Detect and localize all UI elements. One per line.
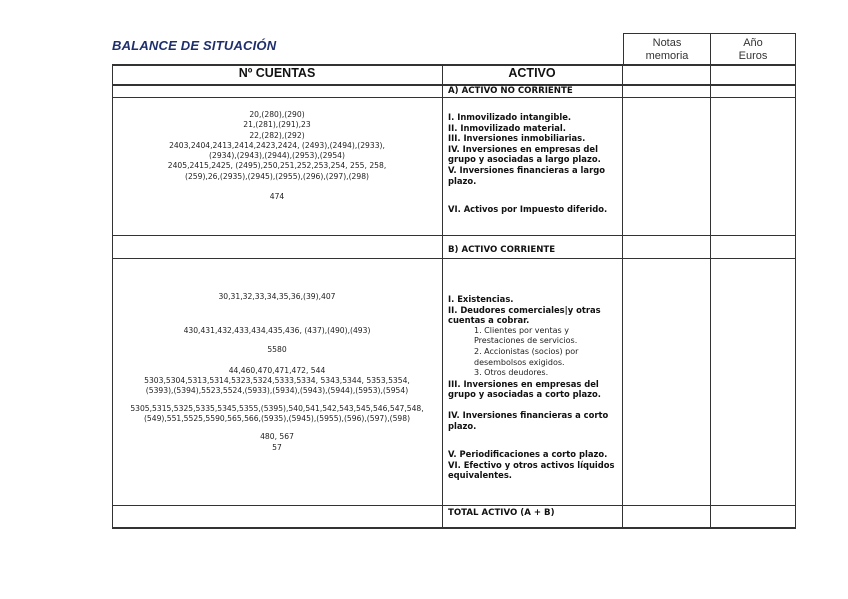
account-line: (2934),(2943),(2944),(2953),(2954) — [209, 151, 345, 161]
activo-item: VI. Efectivo y otros activos líquidos equivalentes. — [448, 459, 615, 481]
account-line: (549),551,5525,5590,565,566,(5935),(5945),(5955),(596),(597),(598) — [143, 414, 411, 424]
account-line: 474 — [269, 192, 285, 202]
row-divider — [112, 235, 796, 236]
total-activo: TOTAL ACTIVO (A + B) — [448, 508, 555, 518]
activo-item: IV. Inversiones financieras a corto plazo. — [448, 409, 609, 431]
row-divider — [112, 505, 796, 506]
activo-item: I. Inmovilizado intangible. — [448, 112, 572, 122]
activo-item: VI. Activos por Impuesto diferido. — [448, 204, 608, 215]
spacer — [112, 424, 442, 432]
activo-subitem: 1. Clientes por ventas y Prestaciones de servicios. — [474, 325, 578, 346]
col-divider — [795, 64, 796, 528]
account-line: 22,(282),(292) — [249, 130, 305, 140]
account-line: 21,(281),(291),23 — [243, 120, 311, 130]
activo-subitem: 3. Otros deudores. — [474, 368, 549, 378]
account-line: 30,31,32,33,34,35,36,(39),407 — [218, 292, 336, 301]
account-line: (5393),(5394),5523,5524,(5933),(5934),(5943),(5944),(5953),(5954) — [145, 386, 409, 396]
col-divider — [442, 64, 443, 528]
cuentas-column-header: Nº CUENTAS — [238, 66, 316, 80]
activo-item: III. Inversiones en empresas del grupo y asociadas a corto plazo. — [448, 378, 601, 400]
page-title: BALANCE DE SITUACIÓN — [112, 38, 277, 53]
row-divider — [112, 258, 796, 259]
anio-euros-header: Año Euros — [710, 33, 796, 65]
col-divider — [710, 64, 711, 528]
account-line: 20,(280),(290) — [249, 110, 305, 119]
spacer — [448, 186, 620, 204]
section-a-accounts — [112, 110, 442, 202]
activo-column-header: ACTIVO — [508, 66, 556, 80]
account-line: (259),26,(2935),(2945),(2955),(296),(297),(298) — [185, 171, 369, 181]
activo-item: IV. Inversiones en empresas del grupo y asociadas a largo plazo. — [448, 143, 601, 165]
table-bottom-border — [112, 527, 796, 529]
account-line: 430,431,432,433,434,435,436, (437),(490),(493) — [183, 326, 371, 336]
section-a-title: A) ACTIVO NO CORRIENTE — [448, 86, 573, 96]
activo-item: I. Existencias. — [448, 294, 514, 304]
activo-item: V. Periodificaciones a corto plazo. — [448, 449, 608, 460]
account-line: 2405,2415,2425, (2495),250,251,252,253,254, 255, 258, — [167, 161, 387, 171]
activo-item: II. Inmovilizado material. — [448, 122, 566, 133]
section-b-title: B) ACTIVO CORRIENTE — [448, 245, 556, 255]
account-line: 44,460,470,471,472, 544 — [228, 365, 326, 375]
activo-subitem: 2. Accionistas (socios) por desembolsos exigidos. — [474, 346, 579, 367]
spacer — [112, 182, 442, 192]
section-b-accounts — [112, 292, 442, 453]
spacer — [112, 337, 442, 345]
section-b-items — [448, 294, 620, 481]
account-line: 5305,5315,5325,5335,5345,5355,(5395),540,541,542,543,545,546,547,548, — [130, 403, 424, 413]
account-line: 5303,5304,5313,5314,5323,5324,5333,5334, 5343,5344, 5353,5354, — [144, 376, 410, 386]
spacer — [112, 302, 442, 326]
spacer — [112, 355, 442, 366]
row-divider — [112, 97, 796, 98]
account-line: 2403,2404,2413,2414,2423,2424, (2493),(2494),(2933), — [169, 140, 385, 150]
account-line: 5580 — [267, 344, 287, 354]
activo-item: V. Inversiones financieras a largo plazo. — [448, 164, 605, 186]
account-line: 480, 567 — [260, 432, 294, 442]
account-line: 57 — [272, 442, 282, 452]
spacer — [448, 400, 620, 410]
col-divider — [622, 64, 623, 528]
activo-item: II. Deudores comerciales|y otras cuentas a cobrar. — [448, 304, 601, 326]
activo-item: III. Inversiones inmobiliarias. — [448, 133, 586, 144]
spacer — [112, 397, 442, 404]
spacer — [448, 431, 620, 449]
section-a-items — [448, 112, 620, 215]
notas-memoria-header: Notas memoria — [623, 33, 711, 65]
